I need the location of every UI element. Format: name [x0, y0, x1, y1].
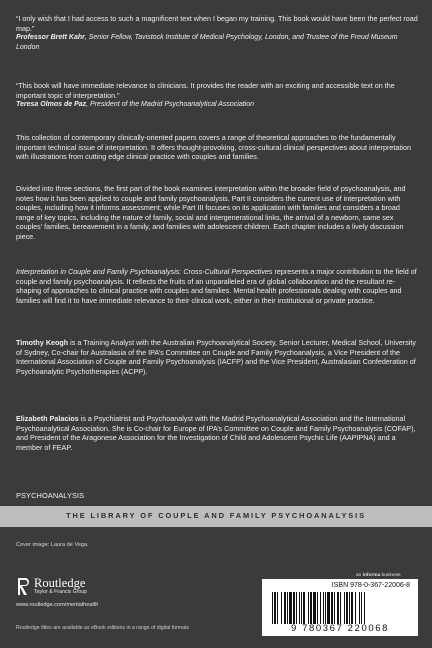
barcode-number: 9 780367 220068 [291, 623, 389, 634]
isbn-label: ISBN 978-0-367-22006-8 [331, 582, 410, 589]
series-band [0, 506, 432, 527]
endorsement-affiliation: , Senior Fellow, Tavistock Institute of Medical Psychology, London, and Trustee of the Freud Museum London [16, 34, 398, 51]
barcode-box [262, 579, 418, 636]
informa-business-label: an informa business [356, 573, 401, 578]
publisher-group: Taylor & Francis Group [34, 589, 88, 595]
book-title-italic: Interpretation in Couple and Family Psychoanalysis: Cross-Cultural Perspectives [16, 267, 273, 276]
publisher-website[interactable]: www.routledge.com/mentalhealth [16, 602, 99, 608]
barcode-icon [272, 592, 408, 624]
publisher-name-block [34, 577, 87, 596]
author-bio-2 [16, 414, 418, 452]
category-label: PSYCHOANALYSIS [16, 491, 85, 500]
author-bio-text: is a Psychiatrist and Psychoanalyst with the Madrid Psychoanalytical Association and the International Psychoanalytical Association. She is Co-chair for Europe of IPA’s Committee on Couple and Family Psychoanalysis (COFAP), and President of the Aragonese Association for the Investigation of Child and Adolescent Psychic Life (AAPIPNA) and a member of FEAP. [16, 414, 416, 452]
routledge-logo-icon [16, 577, 30, 596]
endorsement-affiliation: , President of the Madrid Psychoanalytical Association [86, 101, 254, 109]
description-paragraph-3: Interpretation in Couple and Family Psychoanalysis: Cross-Cultural Perspectives represents a major contribution to the field of couple and family psychoanalysis. It reflects the fruits of an unparalleled era of global collaboration and the resultant re-shaping of approaches to clinical practice with couples and families. Mental health professionals dealing with couples and families will find it to have immediate relevance to their clinical work, either in their institutional or private practice. [16, 267, 417, 305]
author-name: Timothy Keogh [16, 338, 69, 347]
author-bio-1 [16, 338, 418, 376]
endorsement-1 [16, 14, 418, 52]
endorsement-author: Professor Brett Kahr [16, 34, 85, 42]
author-name: Elizabeth Palacios [16, 414, 79, 423]
endorsement-quote: “This book will have immediate relevance to clinicians. It provides the reader with an exciting and accessible text on the important topic of interpretation.” [16, 81, 395, 100]
author-bio-text: is a Training Analyst with the Australian Psychoanalytical Society, Senior Lecturer, Medical School, University of Sydney, Co-chair for Australasia of the IPA’s Committee on Couple and Family Psychoanalysis, a Vice President of the International Association of Couple and Family Psychoanalysis (IACFP) and the Vice President, Australasian Confederation of Psychoanalytic Psychotherapies (ACPP). [16, 338, 417, 376]
description-paragraph-2: Divided into three sections, the first part of the book examines interpretation within the broader field of psychoanalysis, and notes how it has been applied to couple and family psychoanalysis. Part II considers the current use of interpretation with couples, including how it informs assessment; while Part III focuses on its application with families and considers a broad range of key topics, including the nature of family, social and intergenerational links, the arrival of a newborn, same sex couples’ families, bereavement in a family, and families with adolescent children. Each chapter includes a lively discussion piece. [16, 184, 406, 241]
endorsement-quote: “I only wish that I had access to such a magnificent text when I began my training. This book would have been the perfect road map.” [16, 14, 418, 33]
series-title: THE LIBRARY OF COUPLE AND FAMILY PSYCHOANALYSIS [66, 511, 366, 520]
ebook-footer-note: Routledge titles are available as eBook editions in a range of digital formats [16, 625, 190, 631]
publisher-name: Routledge [34, 576, 86, 590]
endorsement-2 [16, 81, 418, 110]
endorsement-author: Teresa Olmos de Paz [16, 101, 87, 109]
cover-credit: Cover image: Laura de Vega. [16, 542, 89, 548]
description-paragraph-1: This collection of contemporary clinically-oriented papers covers a range of theoretical approaches to the fundamentally important technical issue of interpretation. It offers thought-provoking, cross-cultural clinical perspectives about interpretation with illustrations from cutting edge clinical practice with couples and families. [16, 133, 411, 162]
